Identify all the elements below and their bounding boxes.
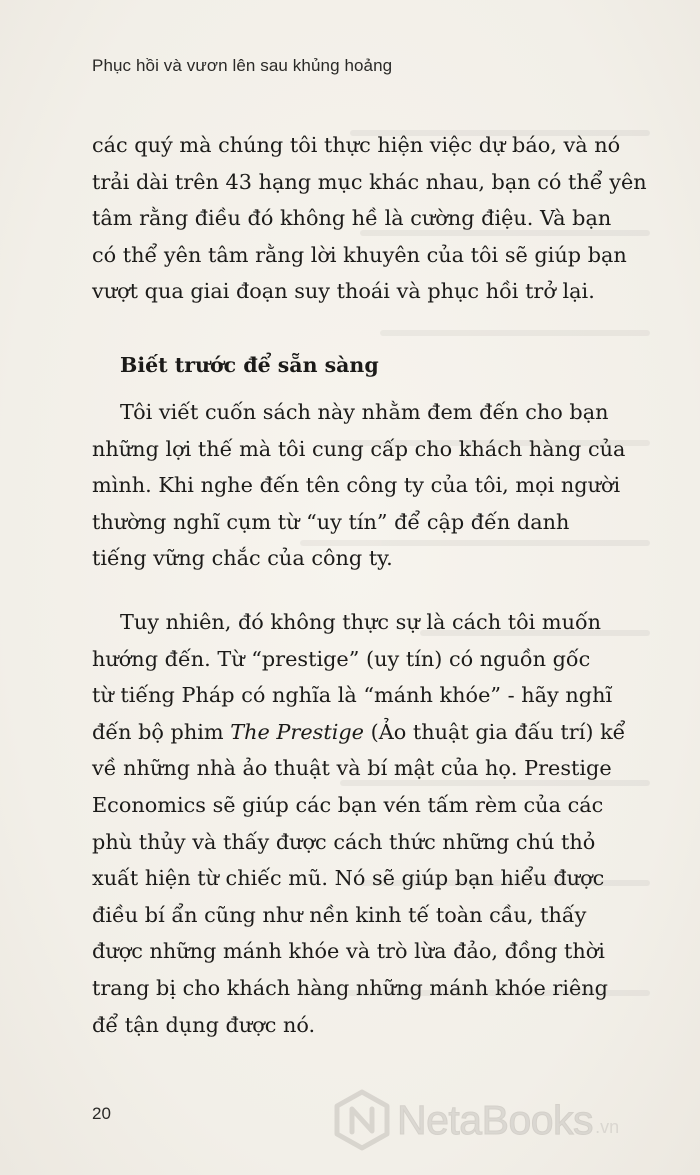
watermark (333, 1088, 619, 1152)
text-line: có thể yên tâm rằng lời khuyên của tôi sẽ giúp bạn (92, 242, 627, 267)
text-line: xuất hiện từ chiếc mũ. Nó sẽ giúp bạn hiểu được (92, 866, 605, 891)
text-line: Tôi viết cuốn sách này nhằm đem đến cho bạn (120, 400, 609, 424)
page-number: 20 (92, 1104, 111, 1123)
text-line: thường nghĩ cụm từ “uy tín” để cập đến danh (92, 509, 570, 534)
paragraph-2 (92, 394, 660, 577)
paragraph-3 (92, 604, 660, 1043)
paragraph-1 (92, 127, 660, 310)
watermark-brand: NetaBooks (397, 1096, 594, 1143)
text-line: các quý mà chúng tôi thực hiện việc dự báo, và nó (92, 133, 621, 157)
text-line: mình. Khi nghe đến tên công ty của tôi, mọi người (92, 473, 621, 498)
text-line: tiếng vững chắc của công ty. (92, 546, 393, 571)
running-head: Phục hồi và vươn lên sau khủng hoảng (92, 56, 393, 75)
text-line: Economics sẽ giúp các bạn vén tấm rèm của các (92, 792, 604, 817)
text-line: để tận dụng được nó. (92, 1012, 316, 1037)
netabooks-logo-icon (333, 1089, 391, 1151)
text-line: về những nhà ảo thuật và bí mật của họ. Prestige (92, 756, 612, 781)
text-line: Tuy nhiên, đó không thực sự là cách tôi muốn (120, 610, 602, 634)
text-line: trang bị cho khách hàng những mánh khóe riêng (92, 975, 608, 1000)
text-line: trải dài trên 43 hạng mục khác nhau, bạn có thể yên (92, 169, 647, 194)
text-line: tâm rằng điều đó không hề là cường điệu. Và bạn (92, 206, 612, 231)
text-line: phù thủy và thấy được cách thức những chú thỏ (92, 829, 596, 854)
text-line: vượt qua giai đoạn suy thoái và phục hồi trở lại. (92, 279, 595, 304)
text-line: được những mánh khóe và trò lừa đảo, đồng thời (92, 939, 605, 964)
text-line: điều bí ẩn cũng như nền kinh tế toàn cầu, thấy (92, 902, 587, 927)
section-heading: Biết trước để sẵn sàng (120, 353, 379, 377)
text-line: hướng đến. Từ “prestige” (uy tín) có nguồn gốc (92, 646, 591, 671)
text-line: từ tiếng Pháp có nghĩa là “mánh khóe” - hãy nghĩ (92, 683, 613, 708)
film-title: The Prestige (230, 719, 364, 744)
watermark-suffix: .vn (595, 1116, 620, 1137)
text-line: những lợi thế mà tôi cung cấp cho khách hàng của (92, 436, 626, 461)
text-segment: đến bộ phim (92, 719, 231, 744)
text-line (92, 714, 660, 751)
text-segment: (Ảo thuật gia đấu trí) kể (363, 719, 626, 744)
